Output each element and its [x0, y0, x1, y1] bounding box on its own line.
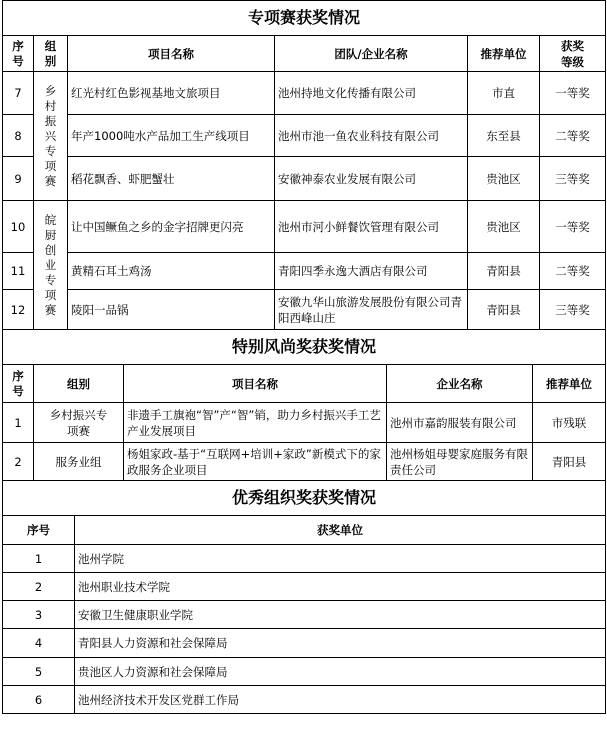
group-rural-revitalization: 乡村振兴专项赛 [34, 72, 68, 201]
table-row: 2 服务业组 杨姐家政-基于“互联网+培训+家政”新模式下的家政服务企业项目 池州杨姐母婴家庭服务有限责任公司 青阳县 [3, 443, 606, 481]
header-project: 项目名称 [68, 36, 275, 72]
table-row: 10 皖厨创业专项赛 让中国鳜鱼之乡的金字招牌更闪亮 池州市河小鲜餐饮管理有限公司 贵池区 一等奖 [3, 201, 606, 253]
table-row: 5 贵池区人力资源和社会保障局 [3, 658, 606, 686]
table-row: 6 池州经济技术开发区党群工作局 [3, 686, 606, 714]
awards-document [2, 0, 605, 714]
special-awards-title: 专项赛获奖情况 [3, 1, 606, 36]
table-row: 7 乡村振兴专项赛 红光村红色影视基地文旅项目 池州持地文化传播有限公司 市直 一等奖 [3, 72, 606, 115]
table-row: 2 池州职业技术学院 [3, 573, 606, 601]
header-company: 企业名称 [387, 365, 533, 403]
table-row: 12 陵阳一品锅 安徽九华山旅游发展股份有限公司青阳西峰山庄 青阳县 三等奖 [3, 290, 606, 330]
table-row: 8 年产1000吨水产品加工生产线项目 池州市池一鱼农业科技有限公司 东至县 二等奖 [3, 115, 606, 157]
special-awards-table [2, 0, 606, 330]
header-no: 序号 [3, 36, 34, 72]
table-row: 1 池州学院 [3, 545, 606, 573]
header-group: 组别 [34, 365, 124, 403]
header-unit: 获奖单位 [75, 516, 606, 545]
table-row: 3 安徽卫生健康职业学院 [3, 601, 606, 629]
header-level: 获奖等级 [540, 36, 606, 72]
header-no: 序号 [3, 516, 75, 545]
header-no: 序号 [3, 365, 34, 403]
header-unit: 推荐单位 [533, 365, 606, 403]
header-team: 团队/企业名称 [275, 36, 468, 72]
table-row: 1 乡村振兴专项赛 非遗手工旗袍“智”产“智”销，助力乡村振兴手工艺产业发展项目 池州市嘉韵服装有限公司 市残联 [3, 403, 606, 443]
group-anhui-chef: 皖厨创业专项赛 [34, 201, 68, 330]
org-awards-table [2, 480, 606, 714]
fashion-awards-title: 特别风尚奖获奖情况 [3, 330, 606, 365]
header-unit: 推荐单位 [468, 36, 540, 72]
org-awards-title: 优秀组织奖获奖情况 [3, 481, 606, 516]
header-group: 组别 [34, 36, 68, 72]
header-project: 项目名称 [124, 365, 387, 403]
fashion-awards-table [2, 329, 606, 481]
table-row: 9 稻花飘香、虾肥蟹壮 安徽神泰农业发展有限公司 贵池区 三等奖 [3, 157, 606, 201]
table-row: 11 黄精石耳土鸡汤 青阳四季永逸大酒店有限公司 青阳县 二等奖 [3, 253, 606, 290]
table-row: 4 青阳县人力资源和社会保障局 [3, 629, 606, 658]
